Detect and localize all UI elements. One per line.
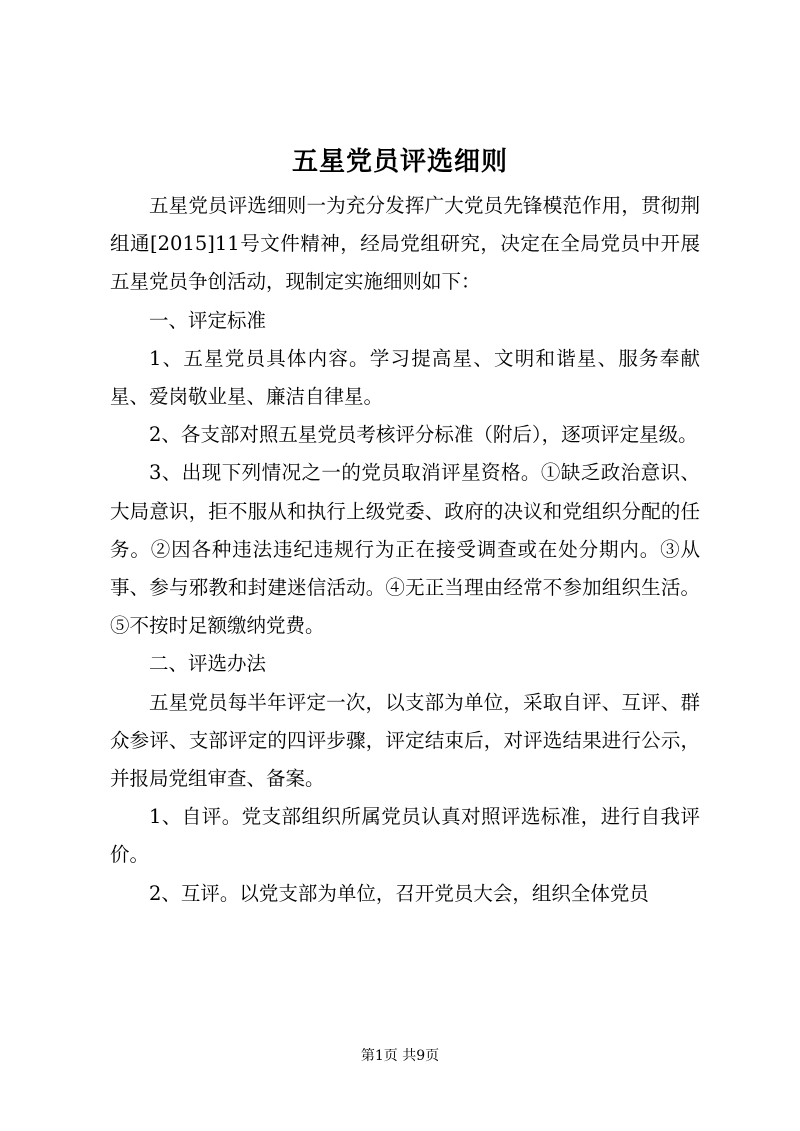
section-heading-method: 二、评选办法	[149, 652, 267, 676]
paragraph-criteria-2: 2、各支部对照五星党员考核评分标准（附后），逐项评定星级。	[149, 423, 698, 447]
paragraph-criteria-3: 3、出现下列情况之一的党员取消评星资格。①缺乏政治意识、大局意识，拒不服从和执行上级党委、政府的决议和党组织分配的任务。②因各种违法违纪违规行为正在接受调查或在处分期内。③从事、参与邪教和封建迷信活动。④无正当理由经常不参加组织生活。⑤不按时足额缴纳党费。	[110, 461, 700, 638]
paragraph-method-intro: 五星党员每半年评定一次，以支部为单位，采取自评、互评、群众参评、支部评定的四评步骤，评定结束后，对评选结果进行公示，并报局党组审查、备案。	[110, 690, 700, 791]
paragraph-method-1: 1、自评。党支部组织所属党员认真对照评选标准，进行自我评价。	[110, 805, 700, 867]
section-heading-criteria: 一、评定标准	[149, 308, 267, 332]
paragraph-method-2: 2、互评。以党支部为单位，召开党员大会，组织全体党员	[149, 881, 649, 905]
page-footer: 第1页 共9页	[360, 1048, 440, 1064]
paragraph-criteria-1: 1、五星党员具体内容。学习提高星、文明和谐星、服务奉献星、爱岗敬业星、廉洁自律星。	[110, 346, 700, 409]
document-title: 五星党员评选细则	[291, 147, 508, 177]
document-body	[110, 187, 700, 913]
paragraph-intro: 五星党员评选细则一为充分发挥广大党员先锋模范作用，贯彻荆组通[2015]11号文件精神，经局党组研究，决定在全局党员中开展五星党员争创活动，现制定实施细则如下：	[110, 194, 700, 294]
